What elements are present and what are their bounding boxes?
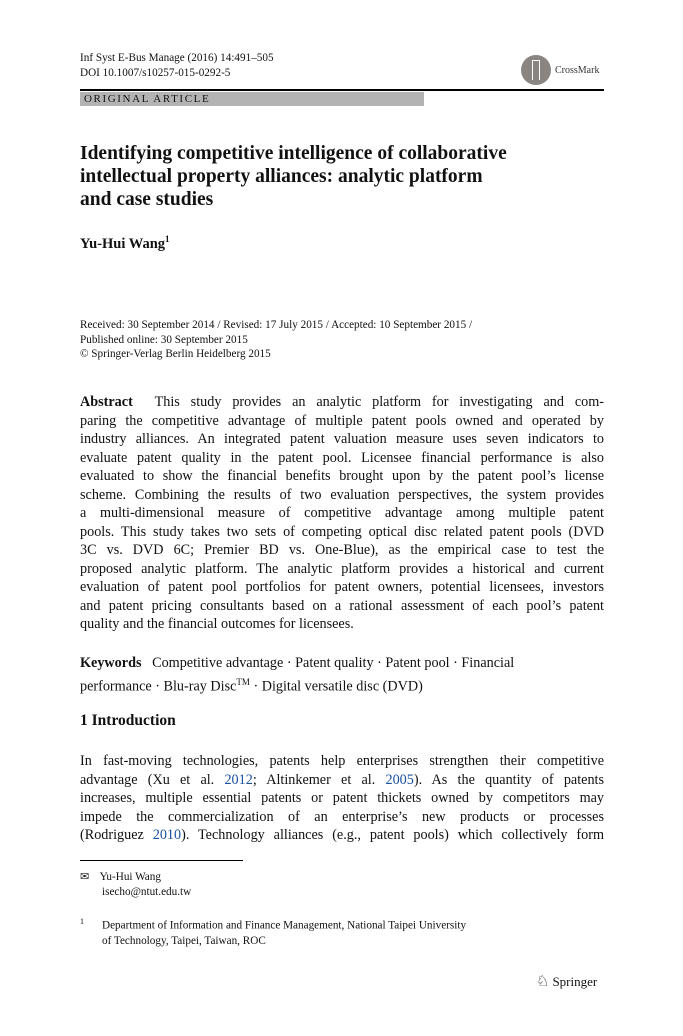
affiliation-number: 1: [80, 917, 84, 926]
dates-line: Received: 30 September 2014 / Revised: 17 July 2015 / Accepted: 10 September 2015 /: [80, 319, 473, 331]
citation-link[interactable]: 2005: [385, 771, 414, 788]
corresponding-author: [80, 870, 191, 900]
abstract-line: a multi-dimensional measure of competitive advantage among multiple patent: [80, 505, 604, 521]
doi[interactable]: DOI 10.1007/s10257-015-0292-5: [80, 66, 231, 79]
citation-link[interactable]: 2012: [224, 771, 253, 788]
keywords-text: performance · Blu-ray Disc: [80, 678, 237, 695]
title-line: and case studies: [80, 189, 214, 210]
abstract-line: industry alliances. An integrated patent valuation measure uses seven indicators to: [80, 431, 604, 447]
abstract-text: This study provides an analytic platform for investigating and com-: [154, 394, 605, 410]
abstract-line: evaluated to show the financial benefits brought upon by the patent pool’s license: [80, 468, 604, 484]
title-line: intellectual property alliances: analytic platform: [80, 166, 483, 187]
footnote-rule: [80, 860, 243, 861]
publisher-name: Springer: [552, 973, 598, 989]
citation-link[interactable]: 2010: [152, 827, 182, 843]
springer-horse-icon: ♘: [536, 974, 550, 990]
author-name: Yu-Hui Wang: [80, 235, 166, 252]
article-type: ORIGINAL ARTICLE: [80, 92, 424, 106]
affiliation-text: of Technology, Taipei, Taiwan, ROC: [102, 934, 266, 947]
abstract-line: quality and the financial outcomes for licensees.: [80, 616, 354, 632]
keywords-label: Keywords: [80, 655, 142, 671]
author: [80, 234, 170, 253]
section-heading: 1 Introduction: [80, 712, 176, 729]
abstract-line: 3C vs. DVD 6C; Premier BD vs. One-Blue), as the empirical case to test the: [80, 542, 604, 558]
contact-email[interactable]: isecho@ntut.edu.tw: [102, 886, 192, 898]
envelope-icon: ✉: [80, 871, 90, 883]
body-line: advantage (Xu et al. 2012; Altinkemer et al. 2005). As the quantity of patents: [80, 771, 605, 788]
dates-line: Published online: 30 September 2015: [80, 333, 248, 346]
crossmark-icon: [521, 55, 551, 85]
abstract-line: paring the competitive advantage of multiple patent pools owned and operated by: [80, 412, 604, 429]
contact-name: Yu-Hui Wang: [99, 871, 161, 883]
crossmark-badge[interactable]: [521, 55, 599, 85]
header-rule: [80, 89, 604, 91]
abstract-line: pools. This study takes two sets of competing optical disc related patent pools (DVD: [80, 523, 604, 540]
keywords-text: · Digital versatile disc (DVD): [249, 678, 423, 695]
abstract: [80, 393, 604, 634]
springer-logo: [536, 972, 597, 991]
journal-header: [80, 51, 274, 80]
abstract-line: scheme. Combining the results of two evaluation perspectives, the system provides: [80, 486, 604, 503]
publication-dates: [80, 318, 472, 362]
keywords-text: Competitive advantage · Patent quality · Patent pool · Financial: [152, 655, 515, 671]
keywords: [80, 654, 604, 696]
crossmark-label: CrossMark: [555, 64, 600, 76]
journal-citation: Inf Syst E-Bus Manage (2016) 14:491–505: [80, 52, 274, 64]
affiliation-text: Department of Information and Finance Management, National Taipei University: [102, 919, 467, 932]
title-line: Identifying competitive intelligence of collaborative: [80, 143, 507, 164]
abstract-line: and patent pricing consultants based on a rational assessment of each pool’s patent: [80, 597, 604, 614]
paper-title: [80, 142, 507, 211]
abstract-line: evaluate patent quality in the patent pool. Licensee financial performance is also: [80, 449, 604, 466]
author-affiliation-mark: 1: [165, 234, 170, 244]
affiliation: [80, 914, 466, 949]
abstract-line: evaluation of patent pool portfolios for patent owners, potential licensees, investors: [80, 579, 604, 595]
copyright: © Springer-Verlag Berlin Heidelberg 2015: [80, 348, 271, 360]
abstract-line: [80, 393, 604, 412]
abstract-label: Abstract: [80, 394, 133, 410]
body-line: In fast-moving technologies, patents help enterprises strengthen their competitive: [80, 753, 604, 769]
body-line: increases, multiple essential patents or patent thickets owned by competitors may: [80, 790, 604, 806]
abstract-line: proposed analytic platform. The analytic platform provides a historical and current: [80, 560, 604, 577]
body-line: impede the commercialization of an enterprise’s new products or processes: [80, 808, 604, 825]
trademark: TM: [236, 676, 250, 687]
body-line: (Rodriguez 2010). Technology alliances (e.g., patent pools) which collectively form: [80, 827, 604, 843]
intro-paragraph: [80, 752, 604, 845]
